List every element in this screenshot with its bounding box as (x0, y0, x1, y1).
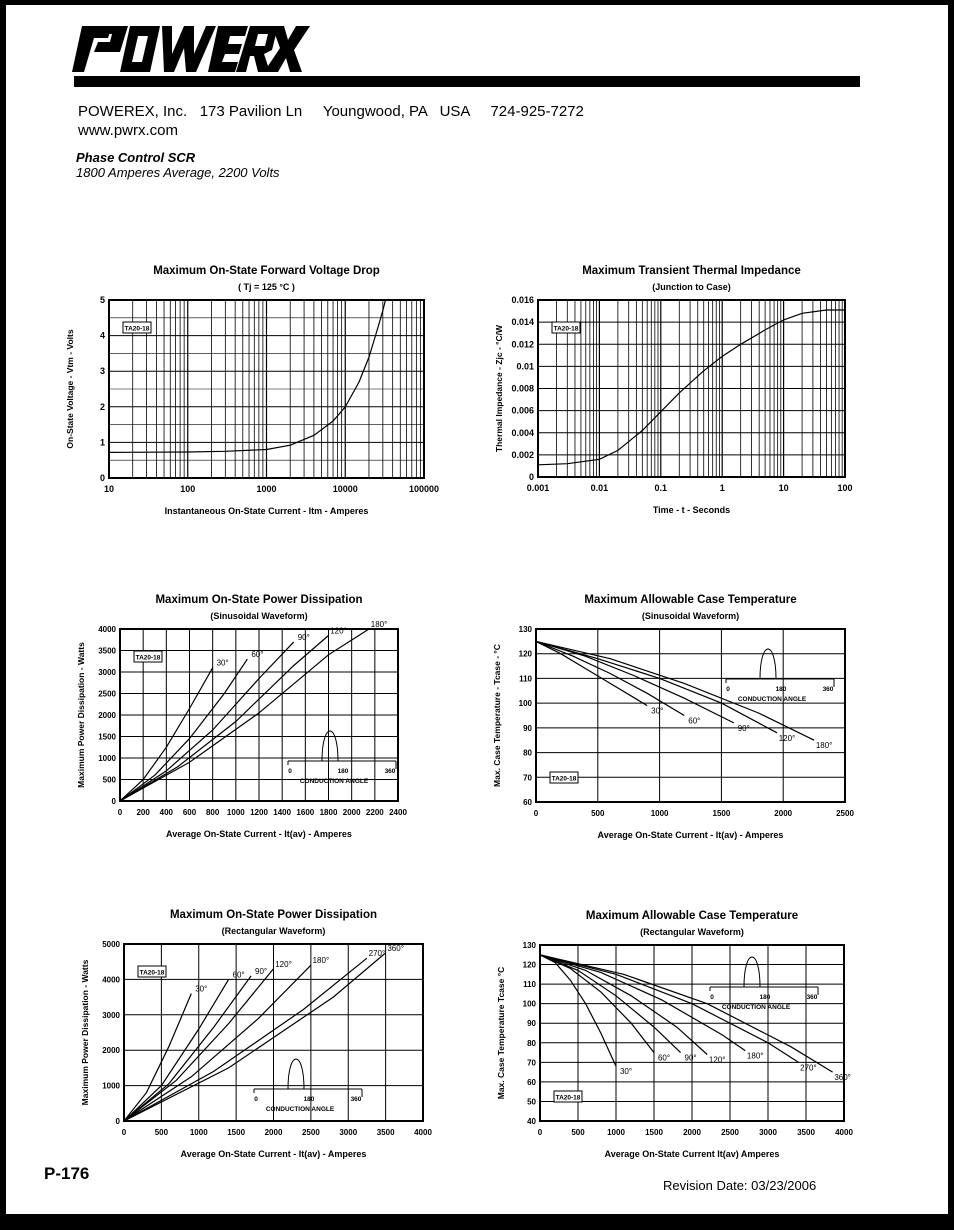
x-tick-label: 10000 (332, 484, 358, 494)
y-axis-label: Maximum Power Dissipation - Watts (76, 642, 86, 788)
x-tick-label: 500 (571, 1128, 585, 1137)
x-tick-label: 2000 (264, 1128, 283, 1137)
y-tick-label: 2500 (98, 689, 116, 699)
logo-text: POWEREX (72, 24, 78, 25)
chart-grid (124, 944, 423, 1121)
x-tick-label: 1000 (189, 1128, 208, 1137)
x-tick-label: 1400 (273, 808, 292, 817)
y-axis-label: On-State Voltage - Vtm - Volts (65, 329, 75, 449)
series-line-90deg (124, 976, 251, 1121)
x-tick-label: 500 (591, 809, 605, 818)
x-tick-label: 0 (537, 1128, 543, 1137)
inset-label: 360 (806, 994, 818, 1001)
series-label: 120° (708, 1055, 726, 1065)
x-axis-label: Time - t - Seconds (652, 505, 731, 515)
chart-subtitle: (Sinusoidal Waveform) (641, 611, 740, 621)
series-label: 90° (255, 966, 268, 976)
inset-label: 360 (350, 1096, 362, 1103)
x-tick-label: 2000 (683, 1128, 701, 1137)
series-label: 180° (370, 620, 388, 629)
company-website: www.pwrx.com (78, 122, 179, 139)
chart-3 (76, 594, 407, 839)
inset-waveform (744, 957, 760, 987)
y-axis-label: Max. Case Temperature Tcase °C (496, 966, 506, 1100)
y-tick-label: 5000 (102, 940, 120, 949)
series-label: 120° (778, 733, 796, 743)
x-tick-label: 3000 (339, 1128, 358, 1137)
y-axis-label: Thermal Impedance - Zjc - °C/W (494, 324, 504, 453)
company-address: POWEREX, Inc. 173 Pavilion Ln Youngwood, PA USA 724-925-7272 (78, 103, 584, 120)
y-tick-label: 80 (527, 1038, 536, 1048)
x-tick-label: 2500 (301, 1128, 320, 1137)
inset-label: 180 (303, 1096, 315, 1103)
chart-1 (65, 265, 439, 516)
y-axis-label: Max. Case Temperature - Tcase - °C (492, 644, 502, 787)
y-tick-label: 130 (518, 625, 532, 634)
x-tick-label: 10 (778, 483, 789, 493)
series-label: 360° (387, 943, 404, 953)
chart-title: Maximum Allowable Case Temperature (585, 910, 799, 922)
tag-label: TA20-18 (124, 325, 150, 333)
y-tick-label: 0 (99, 473, 105, 483)
y-tick-label: 0 (528, 472, 534, 482)
y-tick-label: 1 (99, 437, 105, 448)
x-axis-label: Average On-State Current - It(av) - Amperes (166, 829, 352, 839)
y-tick-label: 100 (518, 699, 532, 709)
y-tick-label: 1500 (98, 732, 116, 742)
series-label: 30° (216, 658, 229, 668)
x-tick-label: 0.001 (526, 483, 550, 493)
x-tick-label: 100 (180, 484, 196, 494)
series-label: 120° (330, 626, 347, 636)
x-tick-label: 3500 (797, 1128, 815, 1137)
chart-tag (550, 772, 578, 783)
product-title: Phase Control SCR (76, 150, 196, 165)
x-tick-label: 100 (837, 483, 853, 493)
x-axis-label: Average On-State Current - It(av) - Amperes (597, 830, 784, 840)
y-tick-label: 120 (522, 960, 536, 970)
x-tick-label: 10 (103, 484, 115, 494)
y-tick-label: 0.014 (511, 317, 534, 328)
series-line-30deg (536, 641, 647, 705)
x-tick-label: 1000 (256, 484, 277, 494)
y-axis-label: Maximum Power Dissipation - Watts (80, 959, 90, 1106)
x-tick-label: 200 (136, 808, 150, 817)
series-line-90deg (120, 642, 294, 801)
chart-tag (552, 322, 580, 333)
tag-label: TA20-18 (553, 325, 579, 333)
y-tick-label: 0.006 (511, 405, 534, 416)
chart-grid (538, 300, 845, 477)
inset-label: CONDUCTION ANGLE (737, 696, 807, 703)
x-tick-label: 100000 (408, 484, 440, 494)
y-tick-label: 0.002 (511, 449, 534, 460)
x-tick-label: 2500 (836, 809, 854, 818)
series-label: 270° (368, 949, 386, 959)
series-label: 120° (275, 959, 292, 969)
inset-label: 180 (759, 994, 771, 1001)
chart-subtitle: (Rectangular Waveform) (221, 926, 326, 936)
chart-6 (496, 910, 853, 1159)
x-axis-label: Average On-State Current It(av) Amperes (604, 1149, 780, 1159)
y-tick-label: 0.004 (511, 427, 534, 438)
chart-5 (80, 909, 432, 1159)
y-tick-label: 3000 (98, 668, 116, 677)
x-tick-label: 2200 (365, 808, 384, 817)
series-label: 90° (737, 723, 750, 733)
chart-subtitle: (Rectangular Waveform) (640, 927, 744, 937)
page-number: P-176 (44, 1164, 90, 1183)
series-line-0 (538, 310, 845, 465)
x-tick-label: 1500 (227, 1128, 246, 1137)
chart-tag (554, 1091, 582, 1102)
x-tick-label: 1500 (645, 1128, 663, 1137)
x-tick-label: 1600 (296, 808, 315, 817)
series-label: 60° (232, 970, 245, 980)
x-axis-label: Average On-State Current - It(av) - Amperes (180, 1149, 367, 1159)
chart-title: Maximum On-State Power Dissipation (169, 909, 378, 921)
x-tick-label: 1000 (607, 1128, 625, 1137)
y-tick-label: 2000 (98, 711, 116, 720)
tag-label: TA20-18 (555, 1094, 581, 1102)
chart-title: Maximum On-State Power Dissipation (155, 594, 363, 606)
y-tick-label: 0 (115, 1117, 120, 1126)
y-tick-label: 110 (523, 980, 536, 990)
chart-title: Maximum Transient Thermal Impedance (582, 265, 801, 277)
chart-grid (109, 300, 424, 478)
chart-tag (134, 651, 162, 662)
x-tick-label: 4000 (835, 1128, 853, 1137)
chart-title: Maximum On-State Forward Voltage Drop (153, 265, 380, 277)
inset-waveform (322, 731, 338, 761)
inset-label: CONDUCTION ANGLE (721, 1004, 791, 1011)
y-tick-label: 5 (99, 295, 105, 305)
y-tick-label: 50 (527, 1097, 536, 1107)
chart-4 (492, 594, 854, 840)
y-tick-label: 2000 (102, 1046, 120, 1056)
y-tick-label: 90 (523, 723, 532, 733)
x-tick-label: 0 (533, 809, 539, 818)
series-label: 270° (800, 1063, 817, 1073)
x-tick-label: 1 (719, 483, 725, 493)
x-tick-label: 400 (159, 808, 174, 817)
y-tick-label: 0.012 (511, 339, 534, 350)
y-tick-label: 70 (523, 773, 532, 783)
inset-label: 360 (822, 686, 834, 693)
x-tick-label: 2500 (721, 1128, 739, 1137)
x-tick-label: 0 (121, 1128, 127, 1137)
series-line-180deg (536, 641, 814, 740)
x-tick-label: 0 (117, 808, 123, 817)
tag-label: TA20-18 (135, 654, 161, 662)
y-tick-label: 4000 (98, 625, 116, 634)
chart-subtitle: (Sinusoidal Waveform) (210, 611, 308, 621)
inset-label: 180 (775, 686, 787, 693)
y-tick-label: 70 (527, 1058, 536, 1068)
y-tick-label: 3 (99, 366, 105, 377)
y-tick-label: 1000 (98, 754, 116, 763)
inset-label: CONDUCTION ANGLE (299, 778, 369, 785)
x-tick-label: 0.01 (590, 483, 609, 493)
tag-label: TA20-18 (551, 775, 577, 783)
x-tick-label: 600 (182, 808, 197, 817)
chart-title: Maximum Allowable Case Temperature (584, 594, 797, 606)
inset-label: 0 (288, 768, 292, 775)
x-tick-label: 1200 (250, 808, 268, 817)
x-tick-label: 1800 (319, 808, 338, 817)
y-tick-label: 110 (519, 674, 532, 684)
chart-grid (540, 945, 844, 1121)
series-label: 60° (657, 1053, 671, 1063)
series-label: 90° (684, 1053, 697, 1063)
y-tick-label: 90 (527, 1019, 536, 1029)
chart-subtitle: ( Tj = 125 °C ) (238, 282, 295, 292)
tag-label: TA20-18 (139, 969, 165, 977)
y-tick-label: 80 (523, 748, 532, 758)
y-tick-label: 4 (99, 330, 105, 341)
inset-waveform (288, 1059, 304, 1089)
x-tick-label: 3500 (376, 1128, 395, 1137)
x-tick-label: 4000 (414, 1128, 432, 1137)
x-tick-label: 800 (205, 808, 220, 817)
y-tick-label: 3500 (98, 646, 116, 656)
series-label: 60° (688, 716, 701, 726)
x-tick-label: 500 (154, 1128, 169, 1137)
inset-label: 180 (337, 768, 349, 775)
revision-date: Revision Date: 03/23/2006 (663, 1178, 817, 1193)
y-tick-label: 0.016 (511, 295, 534, 305)
y-tick-label: 130 (522, 941, 536, 950)
inset-label: 0 (710, 994, 714, 1001)
series-label: 360° (834, 1073, 851, 1083)
chart-tag (138, 966, 166, 977)
x-tick-label: 1000 (226, 808, 245, 817)
series-line-120deg (540, 955, 707, 1055)
product-subtitle: 1800 Amperes Average, 2200 Volts (76, 165, 280, 180)
x-tick-label: 2000 (342, 808, 361, 817)
chart-2 (494, 265, 853, 515)
y-tick-label: 0 (111, 797, 116, 806)
x-tick-label: 3000 (759, 1128, 777, 1137)
chart-subtitle: (Junction to Case) (652, 282, 731, 292)
y-tick-label: 60 (523, 798, 532, 807)
series-label: 180° (815, 741, 833, 751)
inset-label: 0 (726, 686, 730, 693)
y-tick-label: 120 (518, 649, 532, 659)
chart-tag (123, 322, 151, 333)
inset-label: 360 (384, 768, 396, 775)
y-tick-label: 40 (527, 1117, 536, 1126)
inset-label: 0 (254, 1096, 258, 1103)
y-tick-label: 0.008 (511, 383, 534, 394)
x-tick-label: 1000 (650, 809, 669, 818)
x-axis-label: Instantaneous On-State Current - Itm - Amperes (164, 506, 369, 516)
series-label: 60° (251, 650, 264, 660)
conduction-inset (726, 649, 834, 703)
series-line-120deg (536, 641, 777, 732)
y-tick-label: 100 (522, 999, 536, 1009)
y-tick-label: 0.01 (516, 361, 534, 372)
inset-label: CONDUCTION ANGLE (265, 1106, 335, 1113)
series-label: 180° (746, 1051, 764, 1061)
x-tick-label: 0.1 (654, 483, 668, 493)
y-tick-label: 3000 (102, 1010, 120, 1020)
y-tick-label: 2 (99, 401, 105, 412)
series-label: 30° (651, 706, 664, 716)
series-label: 90° (297, 632, 310, 642)
y-tick-label: 60 (527, 1077, 536, 1087)
y-tick-label: 1000 (102, 1081, 120, 1091)
series-label: 30° (619, 1067, 633, 1077)
y-tick-label: 4000 (102, 975, 120, 985)
series-label: 30° (195, 984, 208, 994)
x-tick-label: 2400 (389, 808, 407, 817)
y-tick-label: 500 (102, 775, 116, 785)
x-tick-label: 2000 (774, 809, 793, 818)
x-tick-label: 1500 (712, 809, 731, 818)
series-label: 180° (312, 956, 330, 966)
